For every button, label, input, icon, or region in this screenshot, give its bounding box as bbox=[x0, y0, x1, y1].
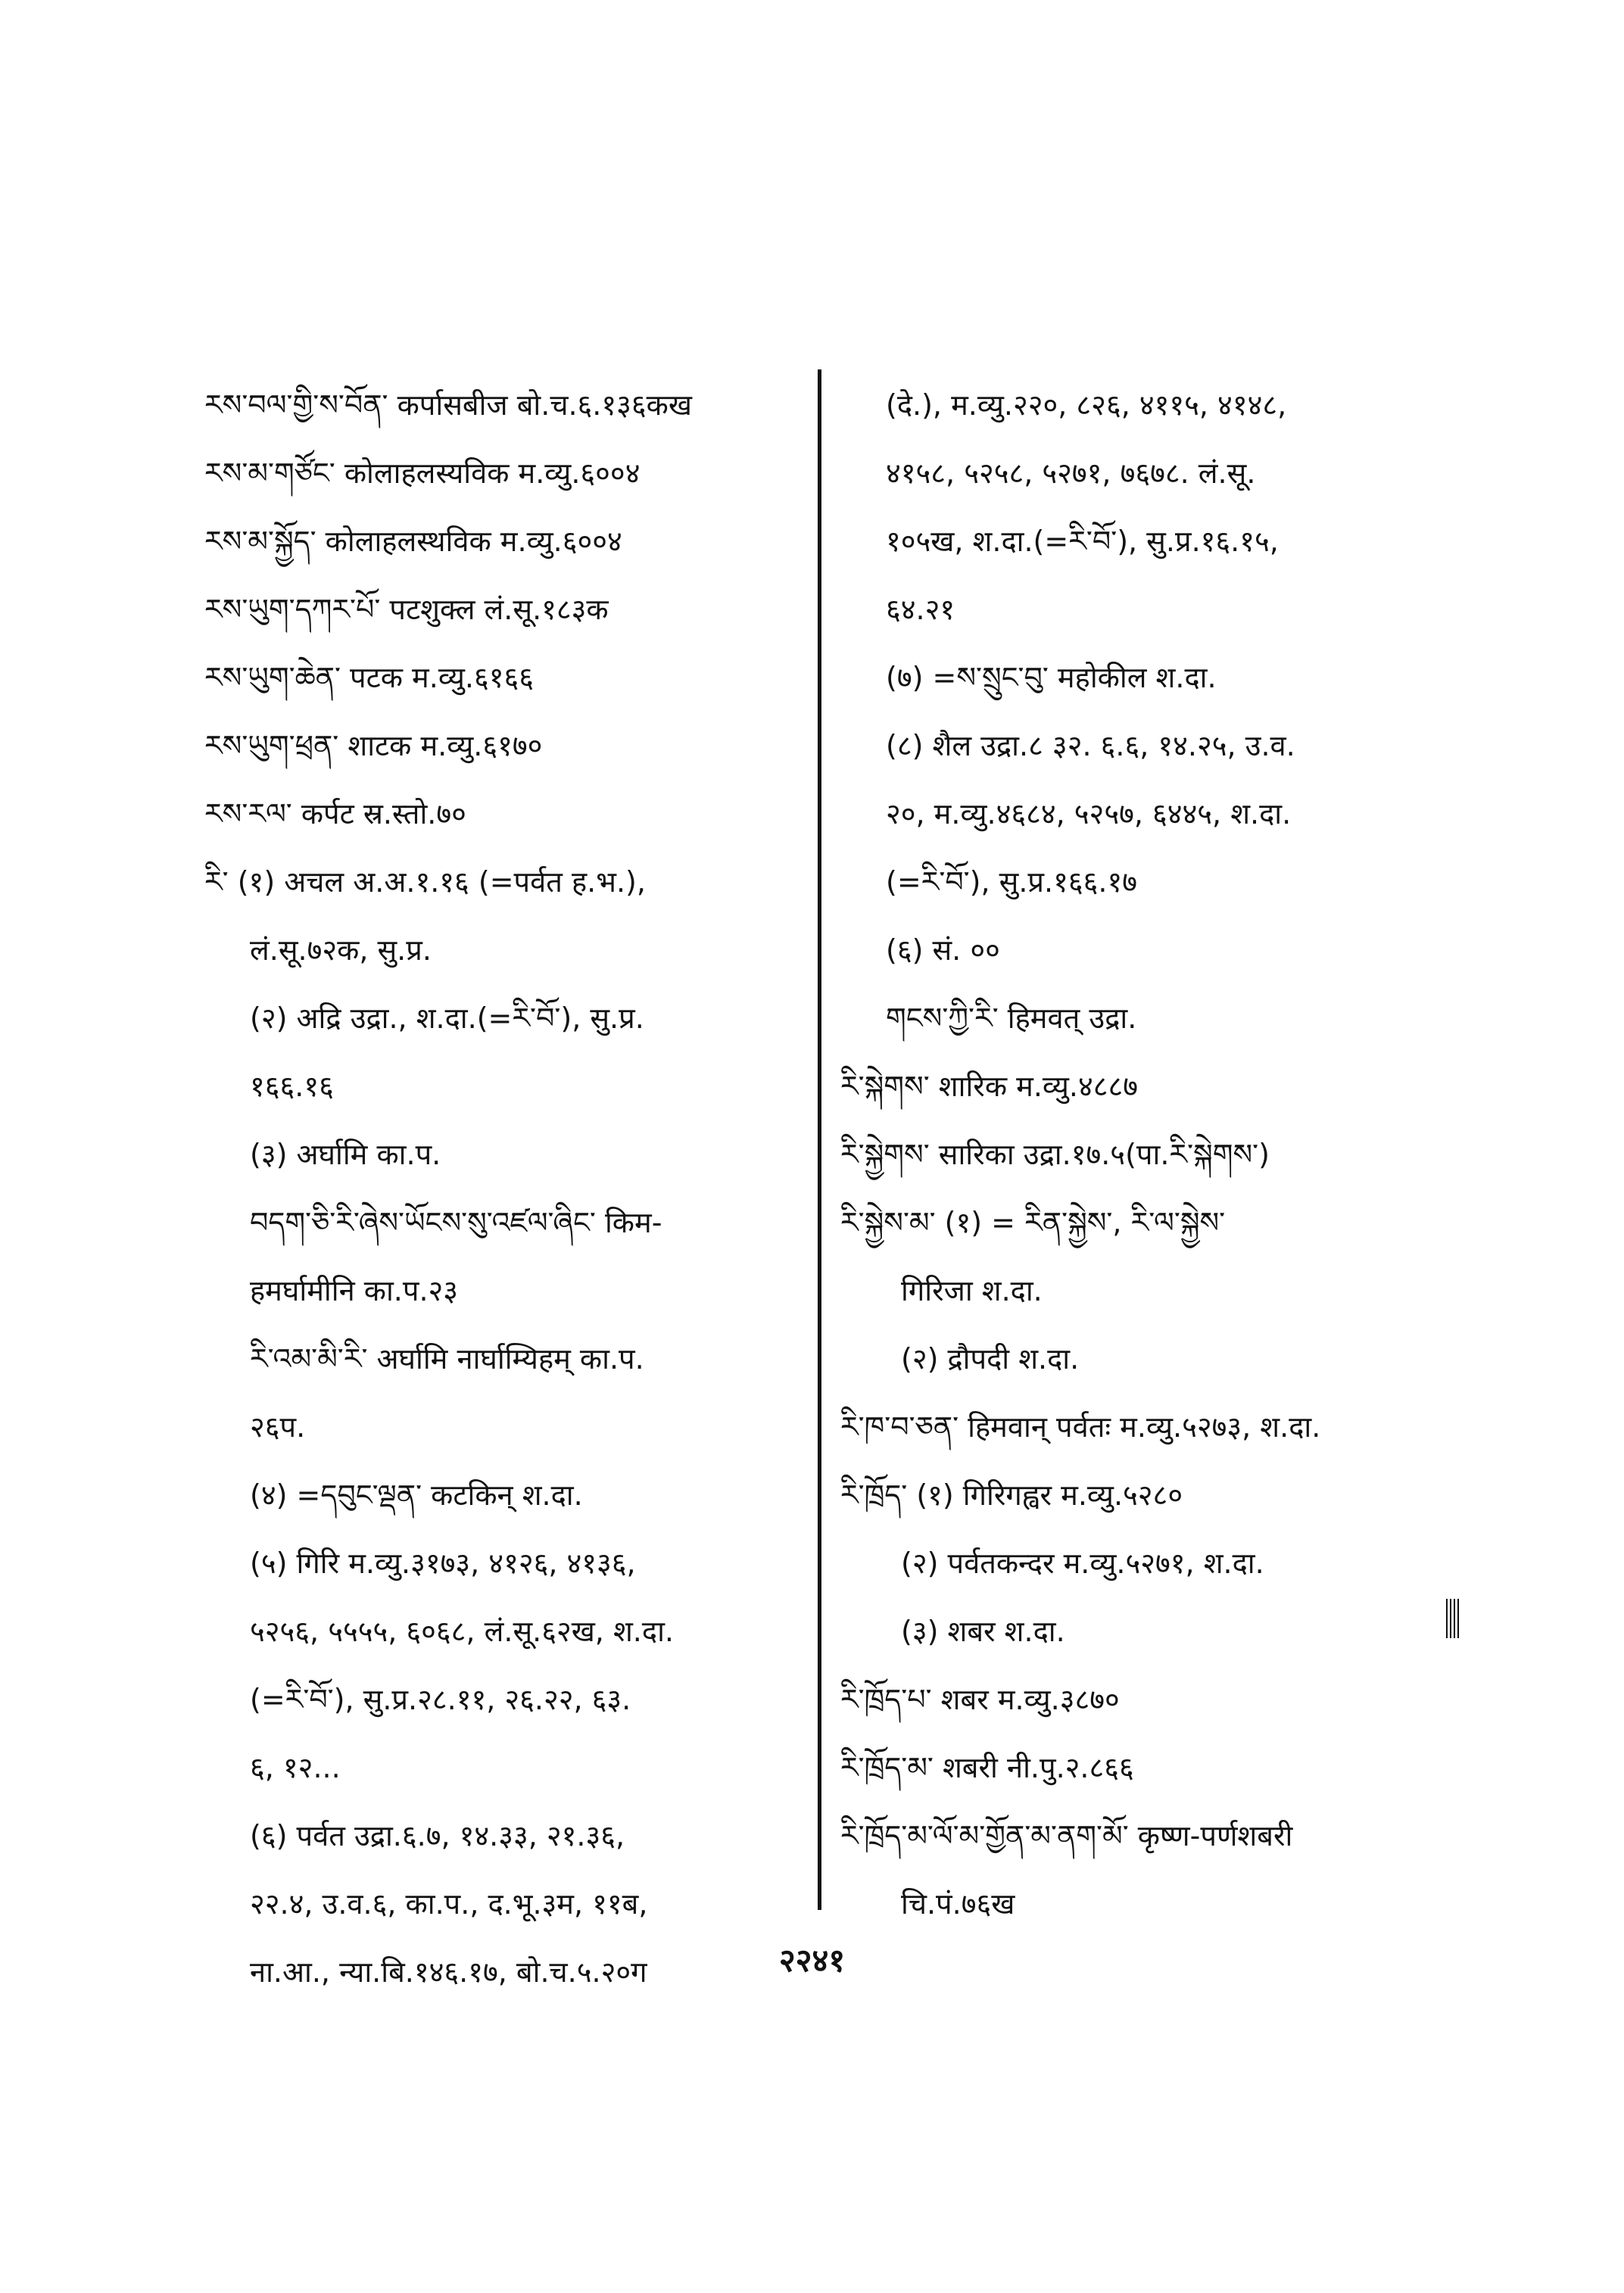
page-number: २२४१ bbox=[778, 1942, 846, 1979]
dictionary-line: (=རི་བོ་), सु.प्र.१६६.१७ bbox=[886, 865, 1137, 899]
dictionary-line: चि.पं.७६ख bbox=[901, 1887, 1015, 1921]
dictionary-line: རི་ཁྲོད་མ་ शबरी नी.पु.२.८६६ bbox=[840, 1751, 1134, 1784]
dictionary-line: རས་ཡུག་ཕྲན་ शाटक म.व्यु.६१७० bbox=[204, 729, 543, 762]
dictionary-line: (२) पर्वतकन्दर म.व्यु.५२७१, श.दा. bbox=[901, 1547, 1264, 1580]
dictionary-line: (२) अद्रि उद्रा., श.दा.(=རི་བོ་), सु.प्र. bbox=[250, 1002, 644, 1035]
dictionary-line: ६४.२१ bbox=[886, 593, 955, 626]
dictionary-line: (७) =ས་སྲུང་བུ་ महोकील श.दा. bbox=[886, 661, 1217, 694]
dictionary-line: (३) शबर श.दा. bbox=[901, 1615, 1065, 1648]
dictionary-line: २२.४, उ.व.६, का.प., द.भू.३म, ११ब, bbox=[250, 1887, 648, 1921]
dictionary-line: २०, म.व्यु.४६८४, ५२५७, ६४४५, श.दा. bbox=[886, 797, 1292, 830]
dictionary-line: १०५ख, श.दा.(=རི་བོ་), सु.प्र.१६.१५, bbox=[886, 525, 1279, 558]
dictionary-line: (३) अर्घामि का.प. bbox=[250, 1138, 441, 1171]
dictionary-line: རི་སྐེགས་ शारिक म.व्यु.४८८७ bbox=[840, 1070, 1139, 1103]
dictionary-line: (६) सं. ०० bbox=[886, 933, 1000, 967]
dictionary-line: ५२५६, ५५५५, ६०६८, लं.सू.६२ख, श.दा. bbox=[250, 1615, 674, 1648]
dictionary-line: ६, १२... bbox=[250, 1751, 341, 1784]
dictionary-line: རི་ (१) अचल अ.अ.१.१६ (=पर्वत ह.भ.), bbox=[204, 865, 646, 899]
dictionary-line: लं.सू.७२क, सु.प्र. bbox=[250, 933, 432, 967]
dictionary-line: (४) =དབུང་ལྡན་ कटकिन् श.दा. bbox=[250, 1478, 583, 1512]
dictionary-line: རི་སྐྱེས་མ་ (१) = རིན་སྐྱེས་, རི་ལ་སྐྱེས་ bbox=[840, 1206, 1226, 1239]
dictionary-line: བདག་ཅི་རི་ཞེས་ཡོངས་སུ་འཛལ་ཞིང་ किम- bbox=[250, 1206, 662, 1239]
dictionary-line: (२) द्रौपदी श.दा. bbox=[901, 1342, 1080, 1375]
dictionary-line: २६प. bbox=[250, 1410, 306, 1444]
dictionary-line: (८) शैल उद्रा.८ ३२. ६.६, १४.२५, उ.व. bbox=[886, 729, 1295, 762]
dictionary-line: རི་འམ་མི་རི་ अर्घामि नार्घाम्यिहम् का.प. bbox=[250, 1342, 644, 1375]
left-column bbox=[204, 371, 803, 2006]
dictionary-line: हमर्घामीनि का.प.२३ bbox=[250, 1274, 459, 1307]
dictionary-line: (=རི་བོ་), सु.प्र.२८.११, २६.२२, ६३. bbox=[250, 1683, 631, 1716]
dictionary-line: (५) गिरि म.व्यु.३१७३, ४१२६, ४१३६, bbox=[250, 1547, 636, 1580]
dictionary-line: (६) पर्वत उद्रा.६.७, १४.३३, २१.३६, bbox=[250, 1819, 625, 1852]
column-divider bbox=[818, 369, 821, 1910]
dictionary-line: १६६.१६ bbox=[250, 1070, 334, 1103]
dictionary-line: ४१५८, ५२५८, ५२७१, ७६७८. लं.सू. bbox=[886, 456, 1256, 490]
dictionary-line: རི་ཁྲོད་པ་ शबर म.व्यु.३८७० bbox=[840, 1683, 1120, 1716]
dictionary-line: རས་བལ་གྱི་ས་བོན་ कर्पासबीज बो.च.६.१३६कख bbox=[204, 388, 692, 422]
dictionary-line: རས་མ་སྐྱོད་ कोलाहलस्थविक म.व्यु.६००४ bbox=[204, 525, 622, 558]
dictionary-line: རི་ཁྲོད་ (१) गिरिगह्वर म.व्यु.५२८० bbox=[840, 1478, 1183, 1512]
dictionary-line: རས་མ་གཙོང་ कोलाहलस्यविक म.व्यु.६००४ bbox=[204, 456, 641, 490]
dictionary-line: རི་ཁ་བ་ཅན་ हिमवान् पर्वतः म.व्यु.५२७३, श.दा. bbox=[840, 1410, 1321, 1444]
dictionary-line: རས་ཡུག་ཆེན་ पटक म.व्यु.६१६६ bbox=[204, 661, 535, 694]
dictionary-line: (दे.), म.व्यु.२२०, ८२६, ४११५, ४१४८, bbox=[886, 388, 1287, 422]
dictionary-line: རི་ཁྲོད་མ་ལོ་མ་གྱོན་མ་ནག་མོ་ कृष्ण-पर्णशबरी bbox=[840, 1819, 1293, 1852]
dictionary-line: ना.आ., न्या.बि.१४६.१७, बो.च.५.२०ग bbox=[250, 1955, 647, 1989]
dictionary-line: རས་ཡུག་དཀར་པོ་ पटशुक्ल लं.सू.१८३क bbox=[204, 593, 609, 626]
dictionary-line: गिरिजा श.दा. bbox=[901, 1274, 1043, 1307]
dictionary-line: གངས་ཀྱི་རི་ हिमवत् उद्रा. bbox=[886, 1002, 1137, 1035]
dictionary-line: རས་རལ་ कर्पट स्र.स्तो.७० bbox=[204, 797, 466, 830]
dictionary-line: རི་སྐྱེགས་ सारिका उद्रा.१७.५(पा.རི་སྐེགས་) bbox=[840, 1138, 1270, 1171]
right-column bbox=[840, 371, 1461, 1938]
margin-thumb-index bbox=[1446, 1599, 1461, 1638]
